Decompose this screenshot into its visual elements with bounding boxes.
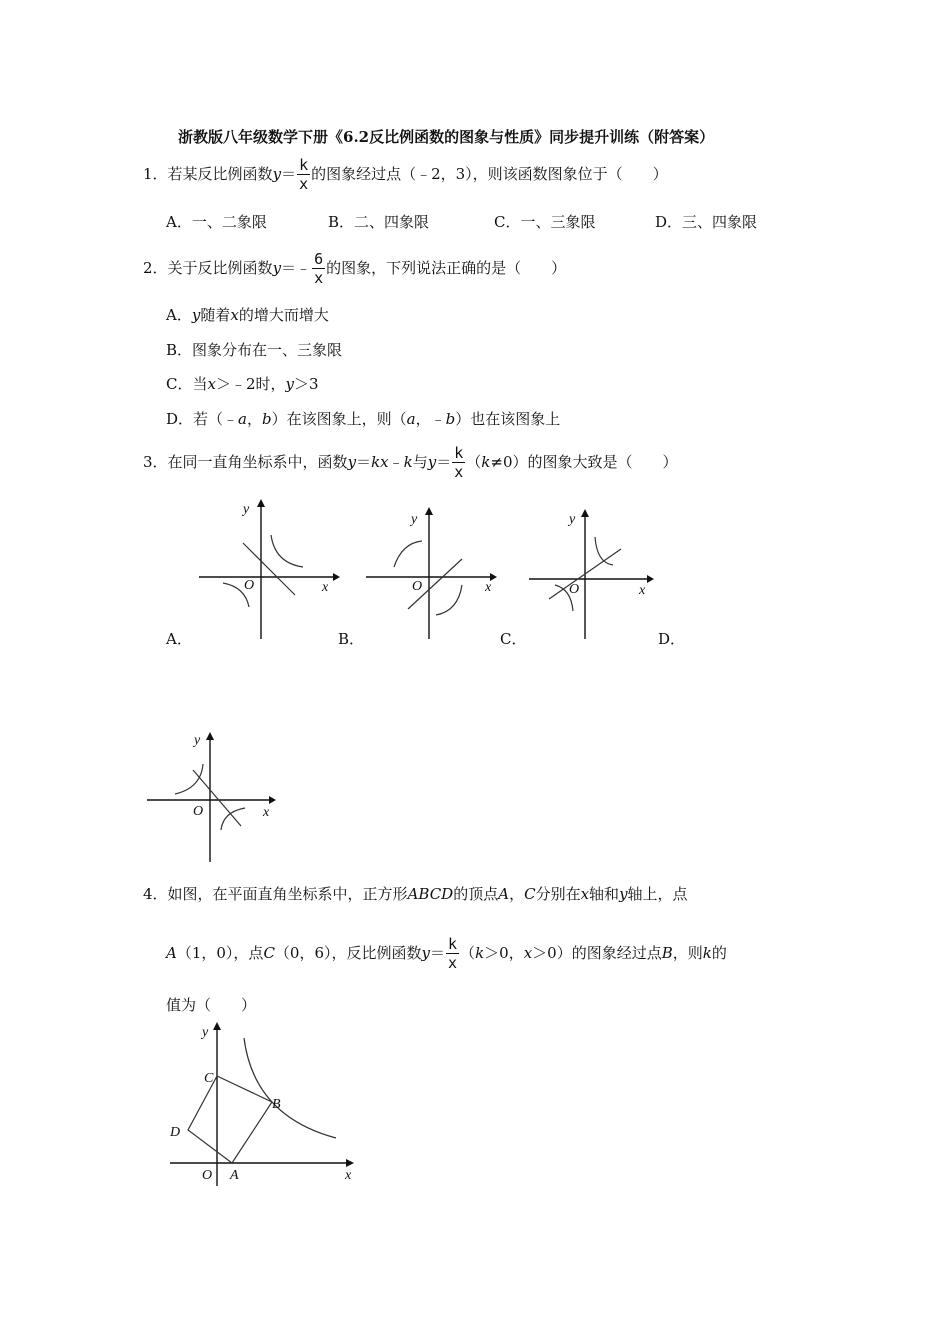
x-axis-arrow-icon xyxy=(647,575,654,583)
q1-frac-den: x xyxy=(299,175,309,193)
q4-l2-x: x xyxy=(523,944,533,962)
question-3 xyxy=(143,446,678,480)
point-b-label: B xyxy=(272,1097,281,1112)
q2-opt-c-prefix: C．当 xyxy=(166,375,208,393)
q2-opt-d-a: a xyxy=(238,410,247,428)
q3-label-a: A． xyxy=(166,630,192,648)
q1-number: 1． xyxy=(143,165,168,183)
q2-option-a xyxy=(166,304,329,325)
q3-frac-num: k xyxy=(454,444,464,462)
q2-opt-d-post: ）也在该图象上 xyxy=(455,410,561,428)
q3-cond-pre: （ xyxy=(466,453,482,471)
q1-option-d: D．三、四象限 xyxy=(655,213,758,231)
q4-l2-text-a: （1，0），点 xyxy=(176,944,264,962)
q4-l2-text-f: ，则 xyxy=(672,944,703,962)
y-axis-label: y xyxy=(411,512,418,527)
q4-number: 4． xyxy=(143,885,168,903)
q2-text-b: 的图象，下列说法正确的是（ ） xyxy=(326,259,567,277)
q3-f2-y: y xyxy=(427,453,437,471)
q4-l2-text-d: ＞0， xyxy=(484,944,524,962)
q2-eq: ＝﹣ xyxy=(281,259,312,277)
q4-text-d: 分别在 xyxy=(535,885,581,903)
question-4-line-3: 值为（ ） xyxy=(166,996,257,1014)
q1-text-b: 的图象经过点（﹣2，3），则该函数图象位于（ ） xyxy=(311,165,668,183)
q2-opt-d-mid: ）在该图象上，则（ xyxy=(271,410,407,428)
q2-opt-d-b: b xyxy=(262,410,272,428)
y-axis-arrow-icon xyxy=(257,499,265,507)
x-axis-arrow-icon xyxy=(346,1159,354,1167)
x-axis-label: x xyxy=(485,580,492,595)
q4-text-f: 轴上，点 xyxy=(627,885,688,903)
q2-option-b: B．图象分布在一、三象限 xyxy=(166,341,343,359)
y-axis-label: y xyxy=(202,1025,209,1040)
q2-fraction xyxy=(312,252,325,286)
hyperbola-branch xyxy=(271,535,303,567)
q1-option-a: A．一、二象限 xyxy=(166,213,267,231)
q2-opt-d-a2: a xyxy=(406,410,416,428)
x-axis-label: x xyxy=(639,583,646,598)
q3-label-c: C． xyxy=(500,630,527,648)
q3-graph-d xyxy=(145,728,285,868)
q1-fraction xyxy=(297,158,310,192)
hyperbola-branch xyxy=(175,764,203,794)
origin-label: O xyxy=(202,1168,213,1183)
question-2 xyxy=(143,252,566,286)
q2-y: y xyxy=(272,259,282,277)
q3-number: 3． xyxy=(143,453,168,471)
q2-opt-c-y: y xyxy=(285,375,294,393)
q2-opt-d-prefix: D．若（﹣ xyxy=(166,410,239,428)
q2-opt-a-prefix: A． xyxy=(166,306,192,324)
q3-cond-post: ≠0）的图象大致是（ ） xyxy=(490,453,678,471)
q4-axis-x: x xyxy=(580,885,590,903)
q4-l2-k: k xyxy=(475,944,485,962)
q4-l2-k2: k xyxy=(702,944,712,962)
q2-opt-a-x: x xyxy=(230,306,239,324)
q2-opt-c-post: ＞3 xyxy=(293,375,319,393)
q4-point-a: A xyxy=(498,885,510,903)
q2-frac-den: x xyxy=(314,269,324,287)
q3-frac-den: x xyxy=(454,463,464,481)
q3-text-and: 与 xyxy=(412,453,428,471)
q4-l2-eq: ＝ xyxy=(430,944,446,962)
hyperbola-branch xyxy=(221,808,245,830)
q4-text-e: 轴和 xyxy=(589,885,620,903)
page-title: 浙教版八年级数学下册《6.2反比例函数的图象与性质》同步提升训练（附答案） xyxy=(178,128,715,146)
q1-option-c: C．一、三象限 xyxy=(494,213,596,231)
q4-l2-y: y xyxy=(421,944,430,962)
point-c-label: C xyxy=(204,1071,214,1086)
q4-l2-b: B xyxy=(661,944,673,962)
y-axis-label: y xyxy=(569,512,576,527)
q2-opt-c-mid: ＞﹣2时， xyxy=(215,375,286,393)
q3-f1-y: y xyxy=(347,453,357,471)
y-axis-arrow-icon xyxy=(213,1022,221,1030)
question-1 xyxy=(143,158,668,192)
q4-text-a: 如图，在平面直角坐标系中，正方形 xyxy=(167,885,408,903)
q2-opt-c-x: x xyxy=(207,375,216,393)
q4-fraction xyxy=(446,937,459,971)
q2-opt-a-y: y xyxy=(191,306,201,324)
hyperbola-branch xyxy=(436,585,462,615)
q2-opt-a-mid: 随着 xyxy=(200,306,231,324)
q3-label-b: B． xyxy=(338,630,365,648)
q1-eq: ＝ xyxy=(281,165,297,183)
square-abcd xyxy=(188,1076,272,1163)
q2-opt-a-post: 的增大而增大 xyxy=(238,306,329,324)
q3-f1-minus: ﹣ xyxy=(388,453,404,471)
hyperbola-branch xyxy=(394,541,422,567)
q2-option-c xyxy=(166,373,319,394)
q1-option-b: B．二、四象限 xyxy=(328,213,430,231)
q4-l2-text-c: （ xyxy=(460,944,476,962)
point-a-label: A xyxy=(230,1168,239,1183)
q4-text-c: ， xyxy=(509,885,525,903)
q3-f1-eq: ＝ xyxy=(356,453,372,471)
q4-frac-num: k xyxy=(448,935,458,953)
x-axis-label: x xyxy=(263,805,270,820)
q2-number: 2． xyxy=(143,259,168,277)
origin-label: O xyxy=(569,582,580,597)
point-d-label: D xyxy=(170,1125,181,1140)
q2-option-d xyxy=(166,408,560,429)
origin-label: O xyxy=(244,578,255,593)
q4-l2-text-g: 的 xyxy=(711,944,727,962)
q3-cond-k: k xyxy=(481,453,491,471)
q1-y: y xyxy=(272,165,282,183)
x-axis-arrow-icon xyxy=(333,573,340,581)
q4-l2-text-e: ＞0）的图象经过点 xyxy=(532,944,662,962)
q3-label-d: D． xyxy=(658,630,686,648)
q3-f1-kx: kx xyxy=(371,453,389,471)
y-axis-label: y xyxy=(243,502,250,517)
q4-frac-den: x xyxy=(448,954,458,972)
q3-text-a: 在同一直角坐标系中，函数 xyxy=(167,453,348,471)
question-4-line-2 xyxy=(166,937,727,971)
q3-f2-eq: ＝ xyxy=(436,453,452,471)
y-axis-arrow-icon xyxy=(425,507,433,515)
q2-frac-num: 6 xyxy=(314,250,324,268)
q3-graph-b xyxy=(362,505,502,645)
question-4-line-1 xyxy=(143,883,688,904)
q1-text-a: 若某反比例函数 xyxy=(167,165,273,183)
origin-label: O xyxy=(193,804,204,819)
x-axis-arrow-icon xyxy=(269,796,276,804)
y-axis-arrow-icon xyxy=(206,732,214,740)
q3-graph-a xyxy=(195,495,340,640)
origin-label: O xyxy=(412,579,423,594)
q3-fraction xyxy=(452,446,465,480)
y-axis-label: y xyxy=(194,733,201,748)
q2-opt-d-comma2: ，﹣ xyxy=(415,410,446,428)
q2-text-a: 关于反比例函数 xyxy=(167,259,273,277)
q4-text-b: 的顶点 xyxy=(453,885,499,903)
q3-graph-c xyxy=(525,505,660,640)
q4-axis-y: y xyxy=(619,885,628,903)
x-axis-label: x xyxy=(345,1168,352,1183)
q4-l2-a: A xyxy=(166,944,177,962)
x-axis-label: x xyxy=(322,580,329,595)
q2-opt-d-comma: ， xyxy=(246,410,262,428)
q4-square-name: ABCD xyxy=(407,885,454,903)
q3-f1-k: k xyxy=(403,453,413,471)
q1-frac-num: k xyxy=(299,156,309,174)
y-axis-arrow-icon xyxy=(581,509,589,517)
q4-point-c: C xyxy=(524,885,536,903)
q4-l2-text-b: （0，6），反比例函数 xyxy=(274,944,422,962)
q4-figure xyxy=(160,1018,370,1193)
q2-opt-d-b2: b xyxy=(445,410,456,428)
q4-l2-c: C xyxy=(263,944,275,962)
